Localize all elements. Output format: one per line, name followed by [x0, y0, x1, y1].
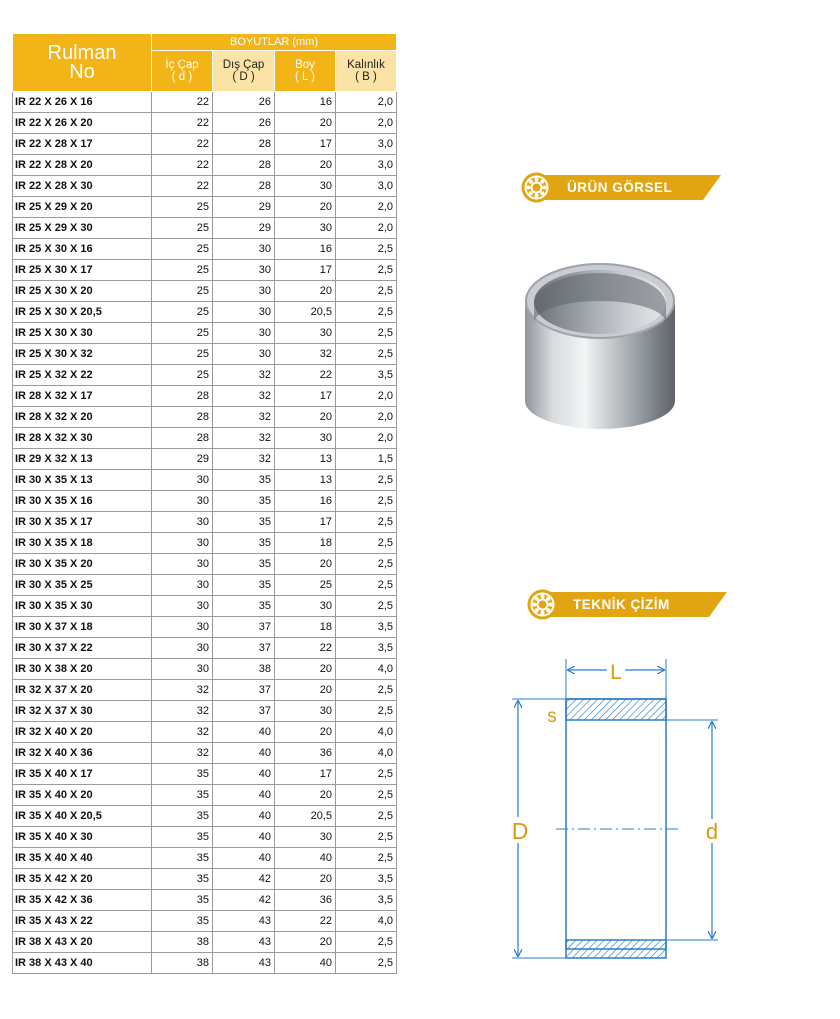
cell-kalinlik: 2,5	[336, 806, 397, 827]
cell-ic-cap: 25	[152, 344, 213, 365]
dimension-label-d: d	[705, 819, 719, 844]
table-row	[13, 344, 397, 365]
cell-ic-cap: 29	[152, 449, 213, 470]
table-row	[13, 470, 397, 491]
table-row	[13, 554, 397, 575]
table-row	[13, 533, 397, 554]
cell-boy: 20	[275, 155, 336, 176]
cell-boy: 30	[275, 827, 336, 848]
cell-ic-cap: 22	[152, 134, 213, 155]
column-header-boy: Boy ( L )	[275, 51, 336, 92]
cell-dis-cap: 32	[213, 365, 275, 386]
cell-boy: 30	[275, 218, 336, 239]
cell-rulman-no: IR 22 X 28 X 30	[13, 176, 152, 197]
cell-rulman-no: IR 25 X 30 X 30	[13, 323, 152, 344]
table-row	[13, 197, 397, 218]
cell-rulman-no: IR 35 X 42 X 36	[13, 890, 152, 911]
cell-boy: 25	[275, 575, 336, 596]
cell-ic-cap: 38	[152, 953, 213, 974]
table-row	[13, 155, 397, 176]
cell-ic-cap: 35	[152, 869, 213, 890]
cell-ic-cap: 25	[152, 281, 213, 302]
cell-dis-cap: 28	[213, 155, 275, 176]
table-row	[13, 281, 397, 302]
cell-rulman-no: IR 30 X 38 X 20	[13, 659, 152, 680]
cell-boy: 16	[275, 92, 336, 113]
cell-ic-cap: 35	[152, 785, 213, 806]
cell-dis-cap: 42	[213, 890, 275, 911]
cell-dis-cap: 29	[213, 197, 275, 218]
cell-ic-cap: 30	[152, 659, 213, 680]
cell-kalinlik: 2,5	[336, 680, 397, 701]
cell-rulman-no: IR 35 X 40 X 17	[13, 764, 152, 785]
table-row	[13, 848, 397, 869]
column-header-dis-cap: Dış Çap ( D )	[213, 51, 275, 92]
cell-rulman-no: IR 32 X 40 X 20	[13, 722, 152, 743]
cell-kalinlik: 2,5	[336, 533, 397, 554]
cell-rulman-no: IR 38 X 43 X 20	[13, 932, 152, 953]
cell-rulman-no: IR 25 X 32 X 22	[13, 365, 152, 386]
cell-dis-cap: 35	[213, 596, 275, 617]
cell-boy: 20	[275, 869, 336, 890]
cell-dis-cap: 30	[213, 239, 275, 260]
cell-ic-cap: 30	[152, 617, 213, 638]
cell-boy: 22	[275, 365, 336, 386]
cell-dis-cap: 28	[213, 176, 275, 197]
rulman-no-line2: No	[69, 60, 95, 83]
cell-boy: 20,5	[275, 806, 336, 827]
cell-dis-cap: 30	[213, 302, 275, 323]
cell-rulman-no: IR 28 X 32 X 30	[13, 428, 152, 449]
cell-dis-cap: 37	[213, 617, 275, 638]
cell-boy: 30	[275, 428, 336, 449]
bearing-dimensions-table	[12, 33, 397, 974]
cell-dis-cap: 40	[213, 743, 275, 764]
column-group-boyutlar: BOYUTLAR (mm)	[152, 34, 397, 51]
cell-boy: 18	[275, 533, 336, 554]
cell-kalinlik: 2,5	[336, 575, 397, 596]
cell-kalinlik: 4,0	[336, 659, 397, 680]
table-row	[13, 890, 397, 911]
cell-dis-cap: 35	[213, 575, 275, 596]
cell-ic-cap: 30	[152, 596, 213, 617]
cell-rulman-no: IR 30 X 37 X 18	[13, 617, 152, 638]
cell-kalinlik: 2,5	[336, 491, 397, 512]
cell-rulman-no: IR 30 X 35 X 18	[13, 533, 152, 554]
cell-dis-cap: 42	[213, 869, 275, 890]
bearing-logo-icon	[521, 172, 553, 203]
cell-boy: 18	[275, 617, 336, 638]
cell-ic-cap: 25	[152, 302, 213, 323]
cell-rulman-no: IR 28 X 32 X 20	[13, 407, 152, 428]
table-row	[13, 743, 397, 764]
technical-drawing-banner	[527, 589, 727, 620]
cell-dis-cap: 32	[213, 407, 275, 428]
cell-kalinlik: 2,5	[336, 344, 397, 365]
cell-dis-cap: 43	[213, 953, 275, 974]
cell-boy: 20	[275, 281, 336, 302]
cell-rulman-no: IR 30 X 35 X 17	[13, 512, 152, 533]
cell-kalinlik: 2,5	[336, 701, 397, 722]
cell-rulman-no: IR 28 X 32 X 17	[13, 386, 152, 407]
cell-boy: 20	[275, 722, 336, 743]
cell-kalinlik: 2,5	[336, 554, 397, 575]
table-row	[13, 869, 397, 890]
cell-boy: 17	[275, 512, 336, 533]
cell-ic-cap: 32	[152, 680, 213, 701]
cell-dis-cap: 30	[213, 281, 275, 302]
cell-dis-cap: 40	[213, 848, 275, 869]
table-row	[13, 932, 397, 953]
table-row	[13, 113, 397, 134]
cell-ic-cap: 28	[152, 428, 213, 449]
table-row	[13, 92, 397, 113]
cell-ic-cap: 32	[152, 743, 213, 764]
cell-ic-cap: 28	[152, 386, 213, 407]
table-row	[13, 449, 397, 470]
cell-dis-cap: 26	[213, 113, 275, 134]
cell-boy: 20	[275, 554, 336, 575]
cell-ic-cap: 22	[152, 113, 213, 134]
cell-boy: 40	[275, 953, 336, 974]
column-header-rulman-no	[13, 34, 152, 92]
cell-dis-cap: 35	[213, 491, 275, 512]
cell-rulman-no: IR 22 X 26 X 16	[13, 92, 152, 113]
table-row	[13, 827, 397, 848]
cell-boy: 13	[275, 470, 336, 491]
table-body	[13, 92, 397, 974]
cell-ic-cap: 35	[152, 764, 213, 785]
cell-rulman-no: IR 30 X 35 X 20	[13, 554, 152, 575]
cell-kalinlik: 2,0	[336, 218, 397, 239]
cell-ic-cap: 32	[152, 701, 213, 722]
cell-kalinlik: 2,5	[336, 596, 397, 617]
column-header-kalinlik: Kalınlık ( B )	[336, 51, 397, 92]
dimension-label-D: D	[511, 818, 529, 844]
cell-rulman-no: IR 25 X 30 X 17	[13, 260, 152, 281]
table-row	[13, 176, 397, 197]
cell-dis-cap: 40	[213, 764, 275, 785]
cell-boy: 20	[275, 680, 336, 701]
table-row	[13, 953, 397, 974]
table-row	[13, 680, 397, 701]
table-row	[13, 134, 397, 155]
cell-ic-cap: 25	[152, 365, 213, 386]
cell-ic-cap: 35	[152, 911, 213, 932]
cell-boy: 16	[275, 239, 336, 260]
cell-kalinlik: 3,5	[336, 617, 397, 638]
cell-dis-cap: 32	[213, 449, 275, 470]
cell-rulman-no: IR 38 X 43 X 40	[13, 953, 152, 974]
cell-dis-cap: 35	[213, 512, 275, 533]
cell-ic-cap: 30	[152, 470, 213, 491]
cell-boy: 36	[275, 890, 336, 911]
table-row	[13, 911, 397, 932]
table-row	[13, 596, 397, 617]
cell-boy: 20	[275, 113, 336, 134]
cell-rulman-no: IR 25 X 30 X 20	[13, 281, 152, 302]
bearing-logo-icon	[527, 589, 559, 620]
product-image-banner	[521, 172, 721, 203]
cell-boy: 30	[275, 176, 336, 197]
table-row	[13, 806, 397, 827]
cell-boy: 22	[275, 911, 336, 932]
cell-dis-cap: 38	[213, 659, 275, 680]
inner-ring-product-image	[515, 253, 685, 433]
table-row	[13, 638, 397, 659]
cell-ic-cap: 38	[152, 932, 213, 953]
dimension-label-s: s	[547, 706, 557, 727]
table-row	[13, 764, 397, 785]
cell-dis-cap: 35	[213, 470, 275, 491]
cell-rulman-no: IR 30 X 35 X 16	[13, 491, 152, 512]
cell-dis-cap: 30	[213, 260, 275, 281]
technical-drawing-banner-label: TEKNİK ÇİZİM	[573, 597, 670, 612]
cell-ic-cap: 35	[152, 890, 213, 911]
cell-kalinlik: 2,5	[336, 512, 397, 533]
table-row	[13, 575, 397, 596]
cell-kalinlik: 2,0	[336, 428, 397, 449]
table-row	[13, 659, 397, 680]
cell-boy: 20	[275, 407, 336, 428]
cell-ic-cap: 35	[152, 806, 213, 827]
cell-rulman-no: IR 22 X 28 X 20	[13, 155, 152, 176]
cell-boy: 17	[275, 386, 336, 407]
cell-dis-cap: 37	[213, 680, 275, 701]
cell-ic-cap: 22	[152, 155, 213, 176]
cell-kalinlik: 2,5	[336, 785, 397, 806]
cell-kalinlik: 2,0	[336, 113, 397, 134]
cell-dis-cap: 35	[213, 554, 275, 575]
cell-ic-cap: 35	[152, 827, 213, 848]
cell-ic-cap: 22	[152, 92, 213, 113]
cell-kalinlik: 2,5	[336, 848, 397, 869]
cell-dis-cap: 37	[213, 701, 275, 722]
table-row	[13, 722, 397, 743]
cell-ic-cap: 28	[152, 407, 213, 428]
cell-boy: 17	[275, 134, 336, 155]
cell-ic-cap: 30	[152, 554, 213, 575]
cell-kalinlik: 2,5	[336, 302, 397, 323]
dimension-label-L: L	[610, 661, 622, 684]
table-row	[13, 386, 397, 407]
table-row	[13, 512, 397, 533]
cell-boy: 22	[275, 638, 336, 659]
table-row	[13, 785, 397, 806]
cell-kalinlik: 2,5	[336, 764, 397, 785]
rulman-no-line1: Rulman	[47, 41, 117, 64]
table-row	[13, 323, 397, 344]
cell-dis-cap: 40	[213, 806, 275, 827]
cell-rulman-no: IR 25 X 29 X 30	[13, 218, 152, 239]
table-row	[13, 491, 397, 512]
cell-ic-cap: 35	[152, 848, 213, 869]
cell-rulman-no: IR 25 X 29 X 20	[13, 197, 152, 218]
cell-boy: 17	[275, 764, 336, 785]
cell-rulman-no: IR 35 X 40 X 40	[13, 848, 152, 869]
cell-dis-cap: 40	[213, 722, 275, 743]
cell-dis-cap: 29	[213, 218, 275, 239]
cell-kalinlik: 2,5	[336, 827, 397, 848]
cell-ic-cap: 30	[152, 491, 213, 512]
cell-dis-cap: 43	[213, 911, 275, 932]
cell-rulman-no: IR 35 X 40 X 30	[13, 827, 152, 848]
cell-dis-cap: 43	[213, 932, 275, 953]
cell-kalinlik: 2,5	[336, 260, 397, 281]
cell-kalinlik: 2,5	[336, 281, 397, 302]
cell-dis-cap: 40	[213, 785, 275, 806]
cell-rulman-no: IR 30 X 35 X 13	[13, 470, 152, 491]
table-row	[13, 428, 397, 449]
cell-dis-cap: 35	[213, 533, 275, 554]
cell-kalinlik: 2,0	[336, 407, 397, 428]
cell-kalinlik: 3,0	[336, 134, 397, 155]
cell-kalinlik: 3,5	[336, 638, 397, 659]
cell-boy: 30	[275, 323, 336, 344]
product-image-banner-label: ÜRÜN GÖRSEL	[567, 180, 673, 195]
cell-ic-cap: 30	[152, 512, 213, 533]
cell-rulman-no: IR 22 X 26 X 20	[13, 113, 152, 134]
cell-rulman-no: IR 32 X 37 X 30	[13, 701, 152, 722]
table-row	[13, 365, 397, 386]
cell-kalinlik: 2,0	[336, 92, 397, 113]
table-row	[13, 302, 397, 323]
cell-ic-cap: 22	[152, 176, 213, 197]
cell-boy: 20,5	[275, 302, 336, 323]
cell-boy: 20	[275, 659, 336, 680]
cell-dis-cap: 26	[213, 92, 275, 113]
cell-rulman-no: IR 29 X 32 X 13	[13, 449, 152, 470]
cell-kalinlik: 3,5	[336, 365, 397, 386]
cell-boy: 32	[275, 344, 336, 365]
cell-dis-cap: 32	[213, 386, 275, 407]
cell-boy: 40	[275, 848, 336, 869]
cell-boy: 30	[275, 701, 336, 722]
cell-ic-cap: 25	[152, 239, 213, 260]
table-row	[13, 407, 397, 428]
cell-ic-cap: 32	[152, 722, 213, 743]
cell-kalinlik: 2,5	[336, 953, 397, 974]
cell-boy: 36	[275, 743, 336, 764]
cell-rulman-no: IR 30 X 37 X 22	[13, 638, 152, 659]
cell-rulman-no: IR 25 X 30 X 16	[13, 239, 152, 260]
cell-kalinlik: 4,0	[336, 911, 397, 932]
ring-section-top	[566, 699, 666, 720]
cell-kalinlik: 4,0	[336, 743, 397, 764]
ring-section-bottom	[566, 940, 666, 958]
cell-rulman-no: IR 32 X 40 X 36	[13, 743, 152, 764]
table-row	[13, 617, 397, 638]
cell-rulman-no: IR 35 X 40 X 20	[13, 785, 152, 806]
cell-rulman-no: IR 35 X 43 X 22	[13, 911, 152, 932]
table-row	[13, 701, 397, 722]
cell-rulman-no: IR 35 X 40 X 20,5	[13, 806, 152, 827]
cell-dis-cap: 37	[213, 638, 275, 659]
table-row	[13, 260, 397, 281]
cell-dis-cap: 40	[213, 827, 275, 848]
cell-boy: 16	[275, 491, 336, 512]
cell-ic-cap: 30	[152, 575, 213, 596]
technical-drawing	[500, 655, 740, 975]
cell-kalinlik: 3,5	[336, 869, 397, 890]
cell-ic-cap: 25	[152, 197, 213, 218]
cell-boy: 30	[275, 596, 336, 617]
cell-kalinlik: 2,5	[336, 470, 397, 491]
cell-kalinlik: 3,5	[336, 890, 397, 911]
cell-kalinlik: 2,5	[336, 239, 397, 260]
cell-dis-cap: 28	[213, 134, 275, 155]
cell-ic-cap: 25	[152, 323, 213, 344]
cell-kalinlik: 2,0	[336, 197, 397, 218]
cell-boy: 17	[275, 260, 336, 281]
cell-boy: 13	[275, 449, 336, 470]
cell-kalinlik: 2,5	[336, 323, 397, 344]
table-row	[13, 218, 397, 239]
column-header-ic-cap: İç Çap ( d )	[152, 51, 213, 92]
cell-kalinlik: 1,5	[336, 449, 397, 470]
cell-kalinlik: 3,0	[336, 155, 397, 176]
cell-ic-cap: 25	[152, 218, 213, 239]
cell-rulman-no: IR 30 X 35 X 30	[13, 596, 152, 617]
cell-boy: 20	[275, 932, 336, 953]
cell-boy: 20	[275, 785, 336, 806]
cell-kalinlik: 2,0	[336, 386, 397, 407]
cell-boy: 20	[275, 197, 336, 218]
cell-rulman-no: IR 32 X 37 X 20	[13, 680, 152, 701]
cell-rulman-no: IR 25 X 30 X 32	[13, 344, 152, 365]
cell-dis-cap: 30	[213, 344, 275, 365]
cell-dis-cap: 32	[213, 428, 275, 449]
cell-rulman-no: IR 25 X 30 X 20,5	[13, 302, 152, 323]
cell-dis-cap: 30	[213, 323, 275, 344]
cell-kalinlik: 2,5	[336, 932, 397, 953]
table-row	[13, 239, 397, 260]
cell-kalinlik: 4,0	[336, 722, 397, 743]
cell-ic-cap: 30	[152, 533, 213, 554]
cell-rulman-no: IR 35 X 42 X 20	[13, 869, 152, 890]
cell-kalinlik: 3,0	[336, 176, 397, 197]
cell-rulman-no: IR 22 X 28 X 17	[13, 134, 152, 155]
cell-ic-cap: 30	[152, 638, 213, 659]
cell-ic-cap: 25	[152, 260, 213, 281]
cell-rulman-no: IR 30 X 35 X 25	[13, 575, 152, 596]
